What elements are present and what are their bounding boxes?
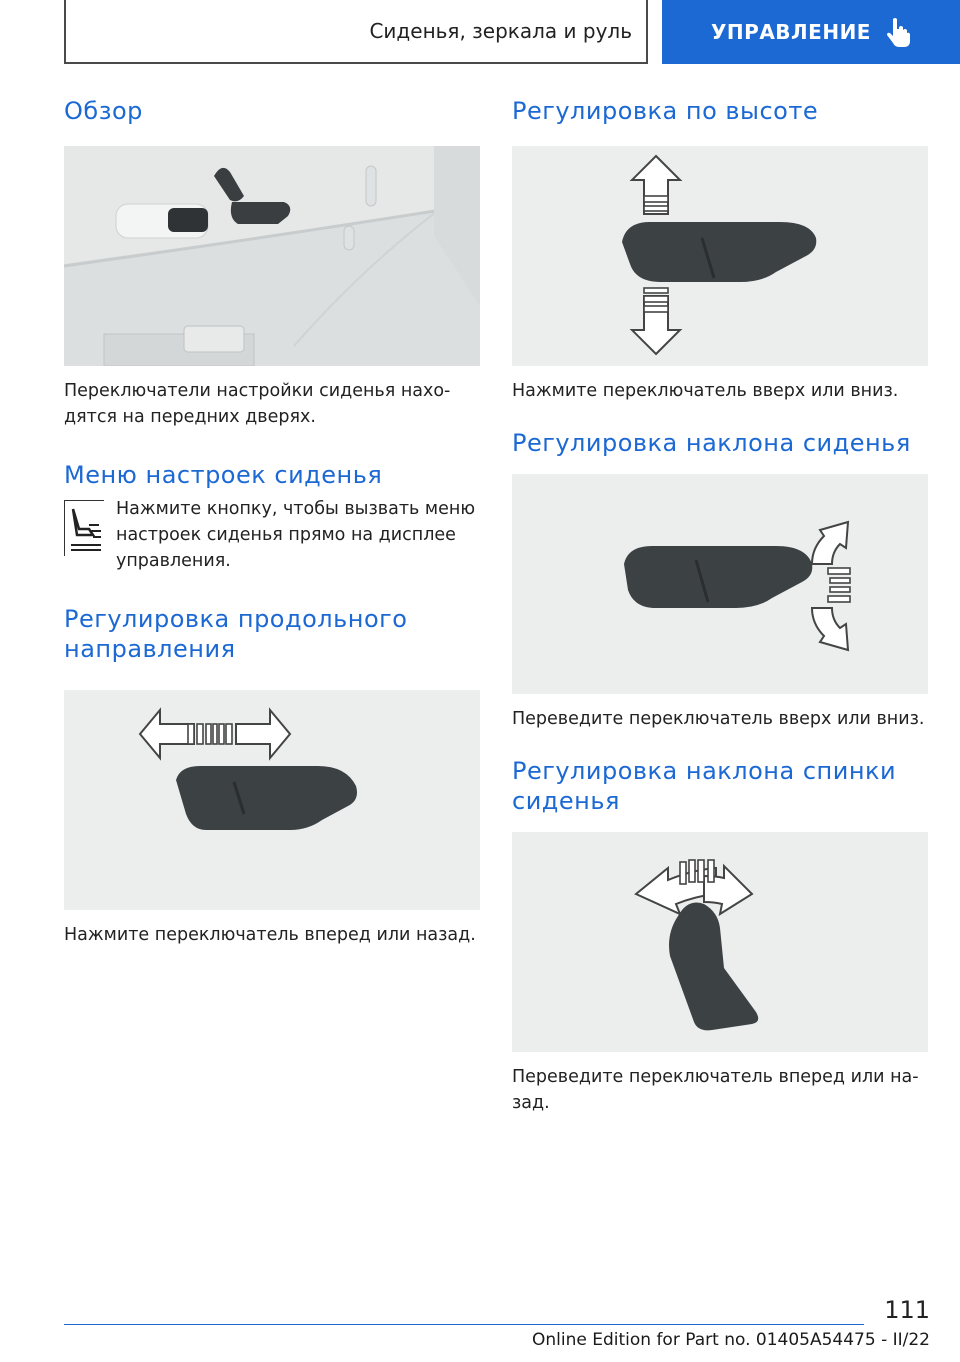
- longitudinal-switch-image: [64, 690, 480, 910]
- tilt-text: Переведите переключатель вверх или вниз.: [512, 709, 925, 729]
- footer-divider: [64, 1324, 864, 1325]
- right-column: [512, 96, 928, 1116]
- header-chapter-title: УПРАВЛЕНИЕ: [711, 20, 871, 44]
- door-switch-overview-image: [64, 146, 480, 366]
- height-text: Нажмите переключатель вверх или вниз.: [512, 381, 899, 401]
- longitudinal-text: Нажмите переключатель вперед или назад.: [64, 925, 476, 945]
- backrest-switch-image: [512, 832, 928, 1052]
- backrest-text: Переведите переключатель вперед или на-зад.: [512, 1067, 919, 1113]
- header-chapter-tab[interactable]: [662, 0, 960, 64]
- longitudinal-heading: Регулировка продольного направления: [64, 605, 408, 663]
- header-section-title: Сиденья, зеркала и руль: [369, 19, 632, 43]
- page-number: 111: [884, 1296, 930, 1324]
- footer-edition: Online Edition for Part no. 01405A54475 - II/22: [531, 1330, 930, 1350]
- height-heading: Регулировка по высоте: [512, 97, 819, 125]
- menu-text: Нажмите кнопку, чтобы вызвать меню настроек сиденья прямо на дисплее управления.: [116, 499, 476, 571]
- hand-pointer-icon: [885, 17, 911, 47]
- backrest-heading: Регулировка наклона спинки сиденья: [512, 757, 897, 815]
- overview-text: Переключатели настройки сиденья нахо-дятся на передних дверях.: [64, 381, 451, 427]
- left-column: [64, 96, 480, 948]
- tilt-heading: Регулировка наклона сиденья: [512, 429, 911, 457]
- height-switch-image: [512, 146, 928, 366]
- menu-instruction-row: [64, 496, 480, 574]
- overview-heading: Обзор: [64, 97, 143, 125]
- seat-settings-icon[interactable]: [64, 500, 104, 556]
- header-section-box: [64, 0, 648, 64]
- tilt-switch-image: [512, 474, 928, 694]
- menu-heading: Меню настроек сиденья: [64, 461, 383, 489]
